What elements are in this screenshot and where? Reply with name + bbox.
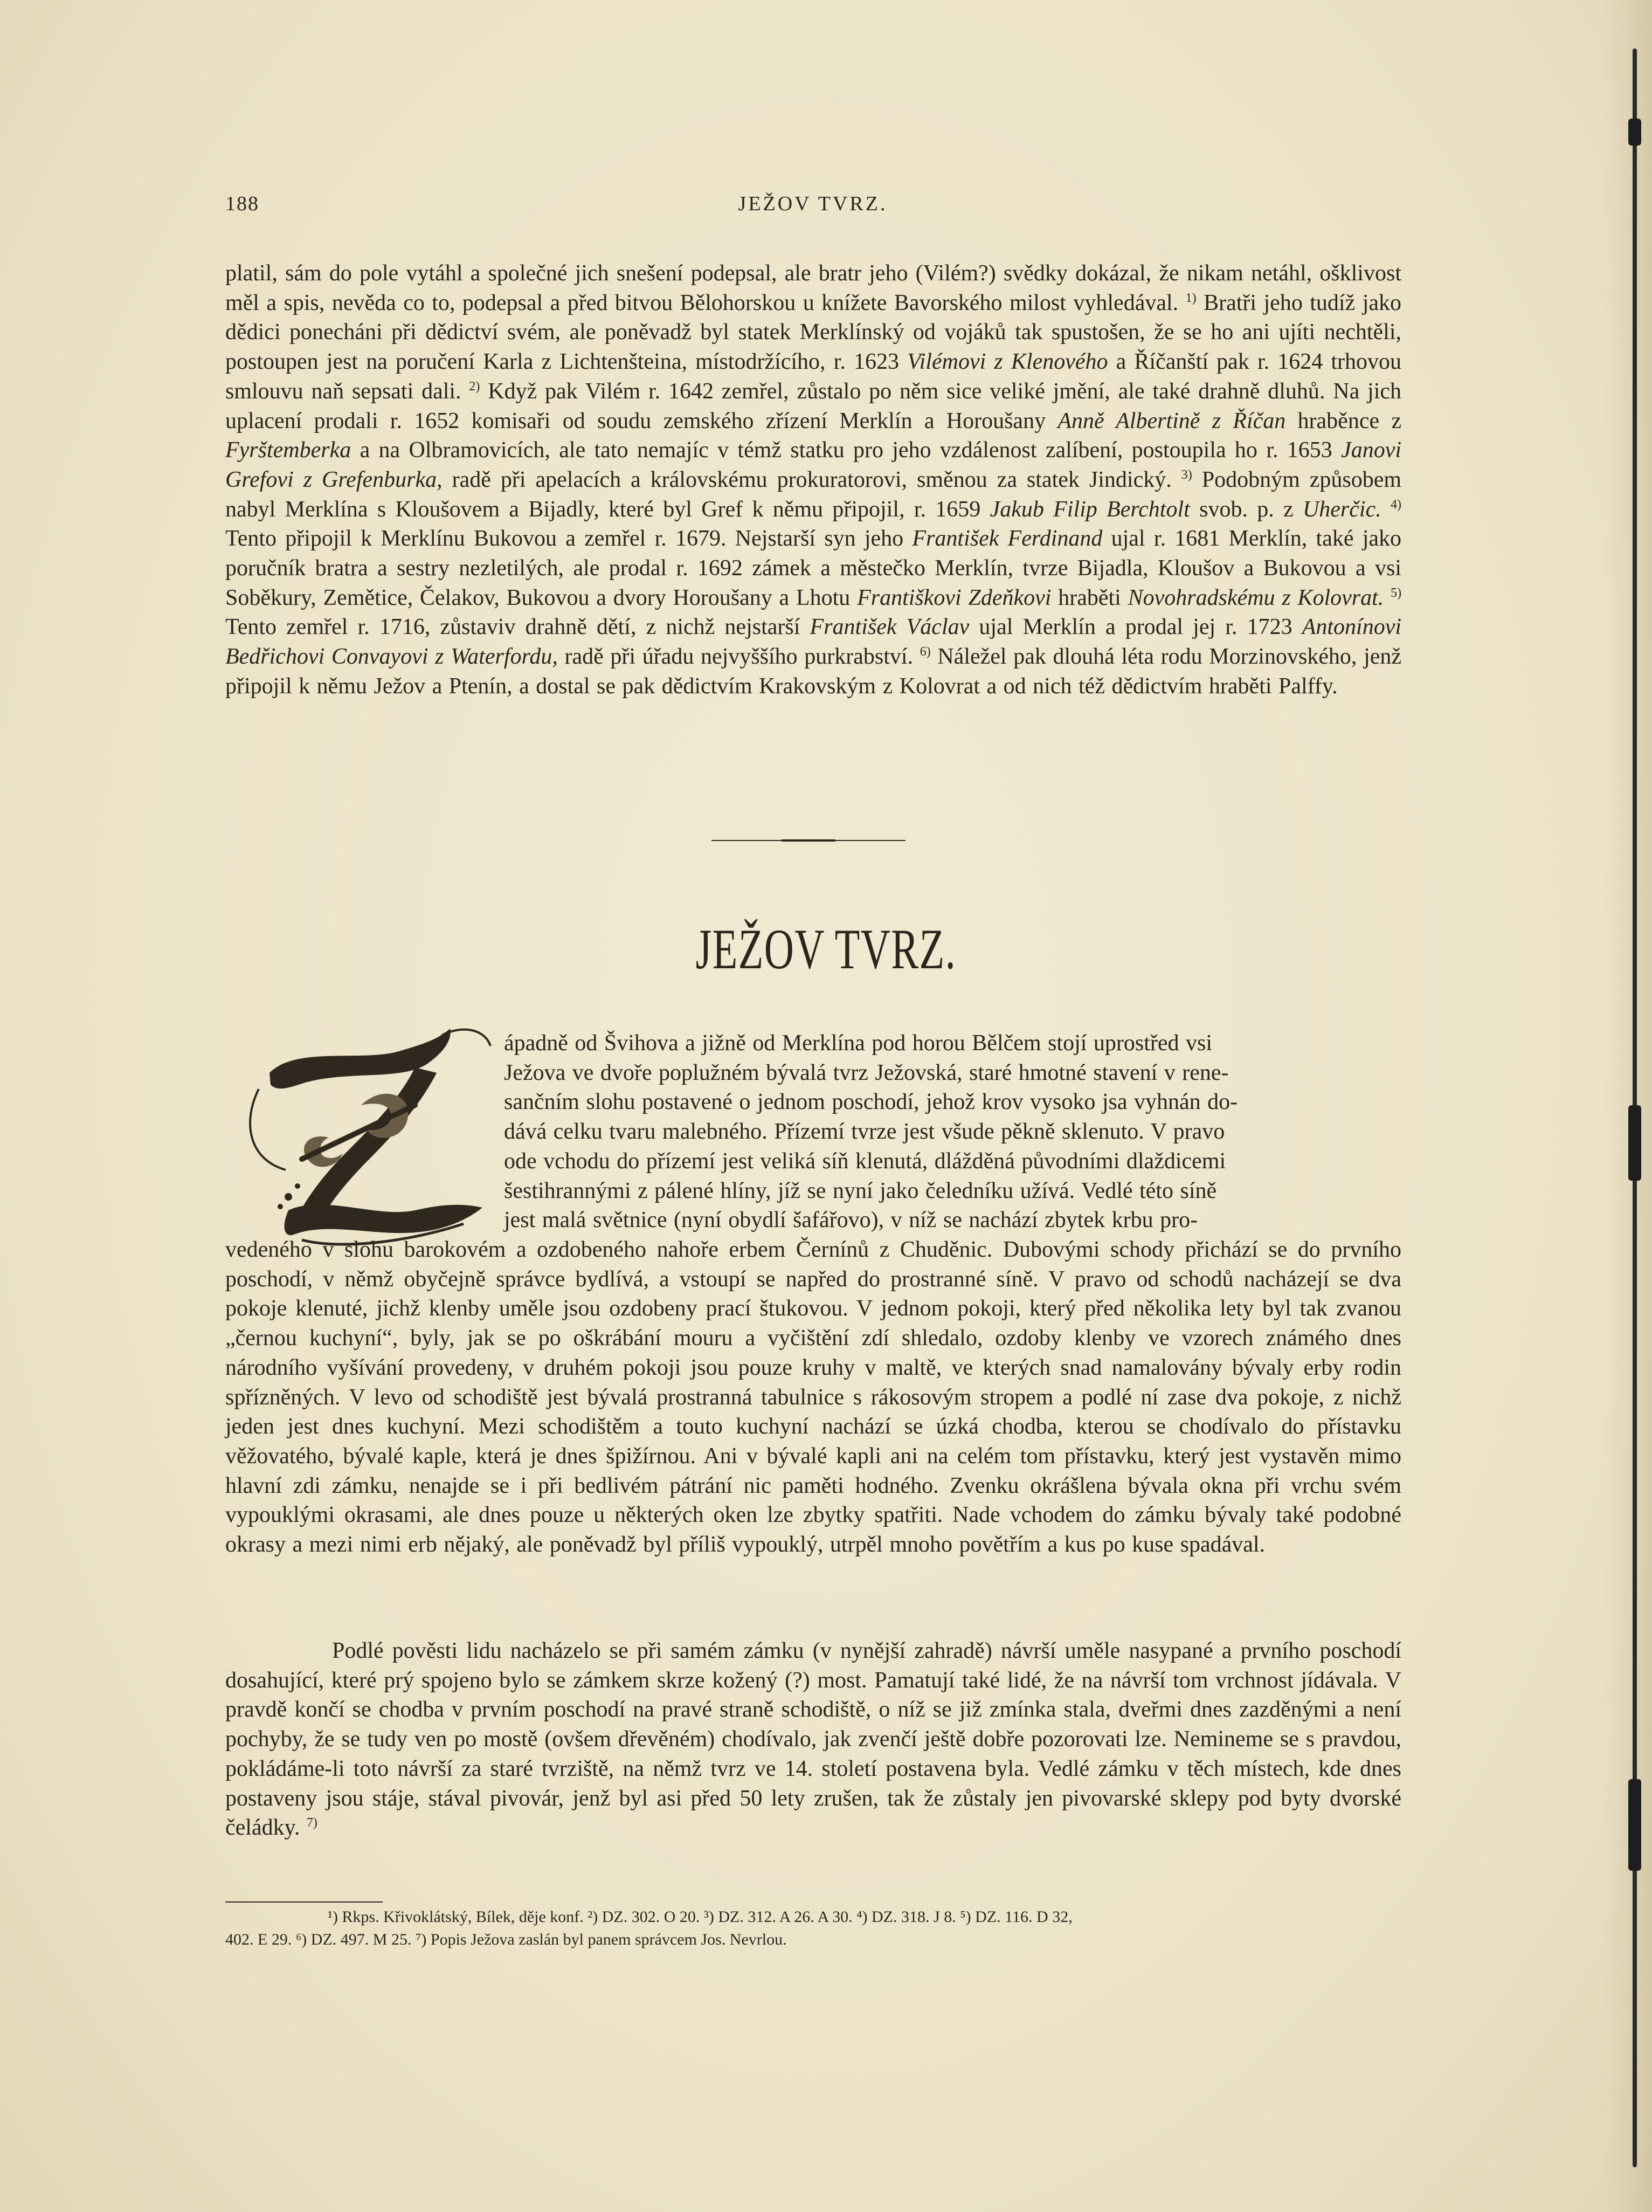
- dropcap-ornament: [237, 1024, 496, 1256]
- section-divider: [711, 840, 906, 843]
- person-name: Janovi Grefovi z Grefenburka,: [225, 438, 1402, 492]
- person-name: Fyrštemberka: [225, 438, 351, 463]
- footnote-line: 402. E 29. ⁶) DZ. 497. M 25. ⁷) Popis Ježova zaslán byl panem správcem Jos. Nevrlou.: [225, 1931, 787, 1948]
- text-span: Když pak Vilém r. 1642 zemřel, zůstalo po něm sice veliké jmění, ale také drahně dluhů. Na jich uplacení prodali r. 1652 komisaři od soudu zemského zřízení Merklín a Horoušany: [225, 378, 1402, 433]
- text-line: šestihrannými z pálené hlíny, jíž se nyní jako čeledníku užívá. Vedlé této síně: [504, 1178, 1217, 1203]
- footnote-ref: 3): [1181, 467, 1192, 482]
- text-line: ápadně od Švihova a jižně od Merklína pod horou Bělčem stojí uprostřed vsi: [504, 1031, 1213, 1056]
- person-name: František Václav: [810, 615, 970, 640]
- text-span: radě při apelacích a královskému prokuratorovi, směnou za statek Jindický.: [452, 467, 1172, 492]
- text-line: sančním slohu postavené o jednom poschodí, jehož krov vysoko jsa vyhnán do-: [504, 1090, 1238, 1115]
- text-span: radě při úřadu nejvyššího purkrabství.: [564, 644, 914, 670]
- running-head: [225, 192, 1400, 224]
- person-name: Anně Albertině z Říčan: [1057, 408, 1286, 433]
- person-name: František Ferdinand: [912, 526, 1103, 552]
- text-span: platil, sám do pole vytáhl a společné jich snešení podepsal, ale bratr jeho (Vilém?) svědky dokázal, že nikam netáhl, ošklivost měl a spis, nevěda co to, podepsal a před bitvou Bělohorskou u knížete Bavorského milost vyhledával.: [225, 261, 1401, 315]
- dropcap-lines: [504, 1029, 1401, 1235]
- text-line: ode vchodu do přízemí jest veliká síň klenutá, dlážděná původními dlaždicemi: [504, 1148, 1226, 1174]
- edge-mark-bottom: [1628, 1779, 1641, 1871]
- text-line: dává celku tvaru malebného. Přízemí tvrze jest všude pěkně sklenuto. V pravo: [504, 1119, 1225, 1145]
- text-line: Ježova ve dvoře poplužném bývalá tvrz Ježovská, staré hmotné stavení v rene-: [504, 1060, 1229, 1085]
- footnote-ref: 1): [1185, 291, 1197, 305]
- section-paragraph-1: [225, 1235, 1401, 1560]
- text-span: Náležel pak dlouhá léta rodu Morzinovského, jenž připojil k němu Ježov a Ptenín, a dostal se pak dědictvím Krakovským z Kolovrat a od nich též dědictvím hraběti Palffy.: [225, 644, 1402, 699]
- text-span: ujal Merklín a prodal jej r. 1723: [979, 615, 1292, 640]
- person-name: Františkovi Zdeňkovi: [857, 585, 1052, 610]
- text-span: hraběti: [1058, 585, 1121, 610]
- person-name: Uherčic.: [1302, 497, 1381, 522]
- footnote-ref: 4): [1391, 497, 1402, 512]
- footnotes: [225, 1906, 1401, 1951]
- text-span: Tento připojil k Merklínu Bukovou a zemřel r. 1679. Nejstarší syn jeho: [225, 526, 904, 552]
- footnote-line: ¹) Rkps. Křivoklátský, Bílek, děje konf. ²) DZ. 302. O 20. ³) DZ. 312. A 26. A 30. ⁴) DZ. 318. J 8. ⁵) DZ. 116. D 32,: [328, 1908, 1073, 1926]
- page-edge-shadow: [1603, 0, 1652, 2212]
- text-span: svob. p. z: [1199, 497, 1294, 522]
- text-span: Podlé pověsti lidu nacházelo se při samém zámku (v nynější zahradě) návrší uměle nasypané a prvního poschodí dosahující, které prý spojeno bylo se zámkem skrze kožený (?) most. Pamatují také lidé, že na návrší tom vrchnost jídávala. V pravdě končí se chodba v prvním poschodí na pravé straně schodiště, o níž se již zmínka stala, dveřmi dnes zazděnými a není pochyby, že se tudy ven po mostě (ovšem dřevěném) chodívalo, jak zvenčí ještě dobře pozorovati lze. Nemineme se s pravdou, pokládáme-li toto návrší za staré tvrziště, na němž tvrz ve 14. století postavena byla. Vedlé zámku v těch místech, kde dnes postaveny jsou stáje, stával pivovár, jenž byl asi před 50 lety zrušen, tak že zůstaly jen pivovarské sklepy pod byty dvorské čeládky.: [225, 1638, 1401, 1841]
- text-span: ujal r. 1681 Merklín, také jako poručník bratra a sestry nezletilých, ale prodal r. 1692 zámek a městečko Merklín, tvrze Bijadla, Kloušov a Bukovou a vsi Soběkury, Zemětice, Čelakov, Bukovou a dvory Horoušany a Lhotu: [225, 526, 1402, 610]
- text-span: a na Olbramovicích, ale tato nemajíc v témž statku pro jeho vzdálenost zalíbení, postoupila ho r. 1653: [360, 438, 1332, 463]
- text-span: hraběnce z: [1297, 408, 1402, 433]
- edge-mark-middle: [1628, 1105, 1641, 1181]
- running-title: JEŽOV TVRZ.: [738, 192, 888, 215]
- section-paragraph-2: [225, 1636, 1401, 1843]
- person-name: Novohradskému z Kolovrat.: [1128, 585, 1384, 610]
- continued-paragraph: [225, 259, 1401, 701]
- person-name: Vilémovi z Klenového: [907, 349, 1108, 375]
- page-number: 188: [225, 192, 259, 215]
- text-span: Bratři jeho tudíž jako dědici ponecháni při dědictví svém, ale poněvadž byl statek Merklínský od vojáků tak spustošen, že se ho ani ujíti nechtěli, postoupen jest na poručení Karla z Lichtenšteina, místodržícího, r. 1623: [225, 290, 1402, 375]
- section-heading: JEŽOV TVRZ.: [695, 918, 957, 981]
- footnote-ref: 2): [469, 379, 480, 394]
- edge-mark-top: [1628, 119, 1641, 146]
- person-name: Antonínovi Bedřichovi Convayovi z Waterfordu,: [225, 615, 1402, 670]
- text-span: Podobným způsobem nabyl Merklína s Kloušovem a Bijadly, které byl Gref k němu připojil, r. 1659: [225, 467, 1402, 522]
- text-span: vedeného v slohu barokovém a ozdobeného nahoře erbem Černínů z Chuděnic. Dubovými schody přichází se do prvního poschodí, v němž obyčejně správce bydlívá, a vstoupí se napřed do prostranné síně. V pravo od schodů nacházejí se dva pokoje klenuté, jichž klenby uměle jsou ozdobeny prací štukovou. V jednom pokoji, který před několika lety byl tak zvanou „černou kuchyní“, byly, jak se po oškrábání mouru a vyčištění zdí shledalo, ozdoby klenby ve vzorech známého dnes národního vyšívání provedeny, v druhém pokoji jsou pouze kruhy v maltě, ve kterých snad namalovány bývaly erby rodin spřízněných. V levo od schodiště jest bývalá prostranná tabulnice s rákosovým stropem a podlé ní zase dva pokoje, z nichž jeden jest dnes kuchyní. Mezi schodištěm a touto kuchyní nachází se úzká chodba, kterou se chodívalo do přístavku věžovatého, bývalé kaple, která je dnes špižírnou. Ani v bývalé kapli ani na celém tom přístavku, který jest vystavěn mimo hlavní zdi zámku, nenajde se i při bedlivém pátrání nic paměti hodného. Zvenku okrášlena bývala okna při vrchu svém vypouklými okrasami, ale dnes pouze u některých oken lze zbytky spatřiti. Nade vchodem do zámku bývaly také podobné okrasy a mezi nimi erb nějaký, ale poněvadž byl příliš vypouklý, utrpěl mnoho povětřím a kus po kuse spadával.: [225, 1237, 1401, 1558]
- text-span: a Říčanští pak r. 1624 trhovou smlouvu naň sepsati dali.: [225, 349, 1402, 404]
- person-name: Jakub Filip Berchtolt: [990, 497, 1190, 522]
- text-line: jest malá světnice (nyní obydlí šafářovo), v níž se nachází zbytek krbu pro-: [504, 1208, 1198, 1233]
- footnote-ref: 7): [306, 1816, 317, 1830]
- footnote-rule: [225, 1901, 383, 1903]
- footnote-ref: 6): [920, 645, 931, 659]
- text-span: Tento zemřel r. 1716, zůstaviv drahně dětí, z nichž nejstarší: [225, 615, 800, 640]
- footnote-ref: 5): [1391, 585, 1402, 600]
